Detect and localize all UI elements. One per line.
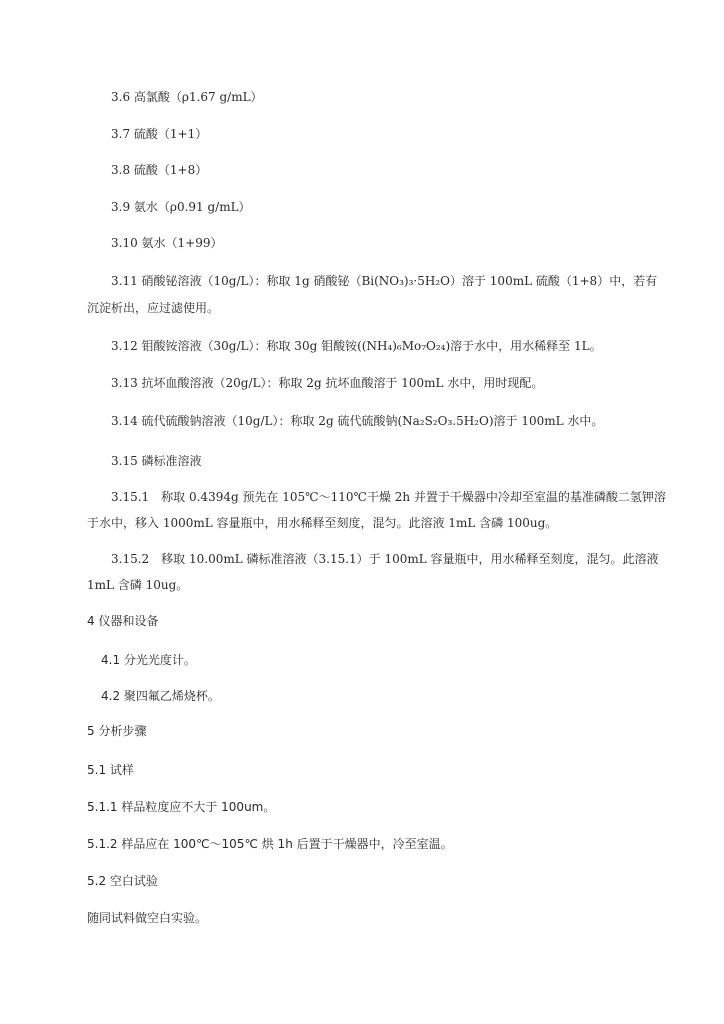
item-5-2-text: 随同试料做空白实验。	[87, 911, 208, 925]
item-3-15: 3.15 磷标准溶液	[111, 454, 202, 468]
item-3-10: 3.10 氨水（1+99）	[111, 236, 223, 250]
item-3-7: 3.7 硫酸（1+1）	[111, 127, 208, 141]
item-4-1: 4.1 分光光度计。	[101, 653, 196, 667]
section-5-heading: 5 分析步骤	[87, 724, 147, 738]
item-5-1-2: 5.1.2 样品应在 100℃～105℃ 烘 1h 后置于干燥器中，冷至室温。	[87, 837, 453, 851]
section-4-heading: 4 仪器和设备	[87, 614, 159, 628]
item-3-15-2-line1: 3.15.2 移取 10.00mL 磷标准溶液（3.15.1）于 100mL 容量瓶中，用水稀释至刻度，混匀。此溶液	[111, 552, 659, 566]
item-3-15-1-line1: 3.15.1 称取 0.4394g 预先在 105℃～110℃干燥 2h 并置于干燥器中冷却至室温的基准磷酸二氢钾溶	[111, 490, 666, 504]
item-3-9: 3.9 氨水（ρ0.91 g/mL）	[111, 200, 251, 214]
item-5-1-1: 5.1.1 样品粒度应不大于 100um。	[87, 800, 276, 814]
item-3-11-line2: 沉淀析出，应过滤使用。	[87, 301, 220, 315]
item-3-12: 3.12 钼酸铵溶液（30g/L）：称取 30g 钼酸铵((NH₄)₆Mo₇O₂₄)溶于水中，用水稀释至 1L。	[111, 339, 602, 353]
item-3-15-2-line2: 1mL 含磷 10ug。	[87, 578, 189, 592]
item-3-8: 3.8 硫酸（1+8）	[111, 163, 208, 177]
item-4-2: 4.2 聚四氟乙烯烧杯。	[101, 689, 220, 703]
item-3-11-line1: 3.11 硝酸铋溶液（10g/L）：称取 1g 硝酸铋（Bi(NO₃)₃·5H₂O）溶于 100mL 硫酸（1+8）中，若有	[111, 274, 658, 288]
section-5-1-heading: 5.1 试样	[87, 763, 134, 777]
section-5-2-heading: 5.2 空白试验	[87, 874, 158, 888]
item-3-14: 3.14 硫代硫酸钠溶液（10g/L）：称取 2g 硫代硫酸钠(Na₂S₂O₃.5H₂O)溶于 100mL 水中。	[111, 414, 604, 428]
item-3-13: 3.13 抗坏血酸溶液（20g/L）：称取 2g 抗坏血酸溶于 100mL 水中，用时现配。	[111, 376, 544, 390]
item-3-6: 3.6 高氯酸（ρ1.67 g/mL）	[111, 90, 263, 104]
item-3-15-1-line2: 于水中，移入 1000mL 容量瓶中，用水稀释至刻度，混匀。此溶液 1mL 含磷 100ug。	[87, 516, 558, 530]
